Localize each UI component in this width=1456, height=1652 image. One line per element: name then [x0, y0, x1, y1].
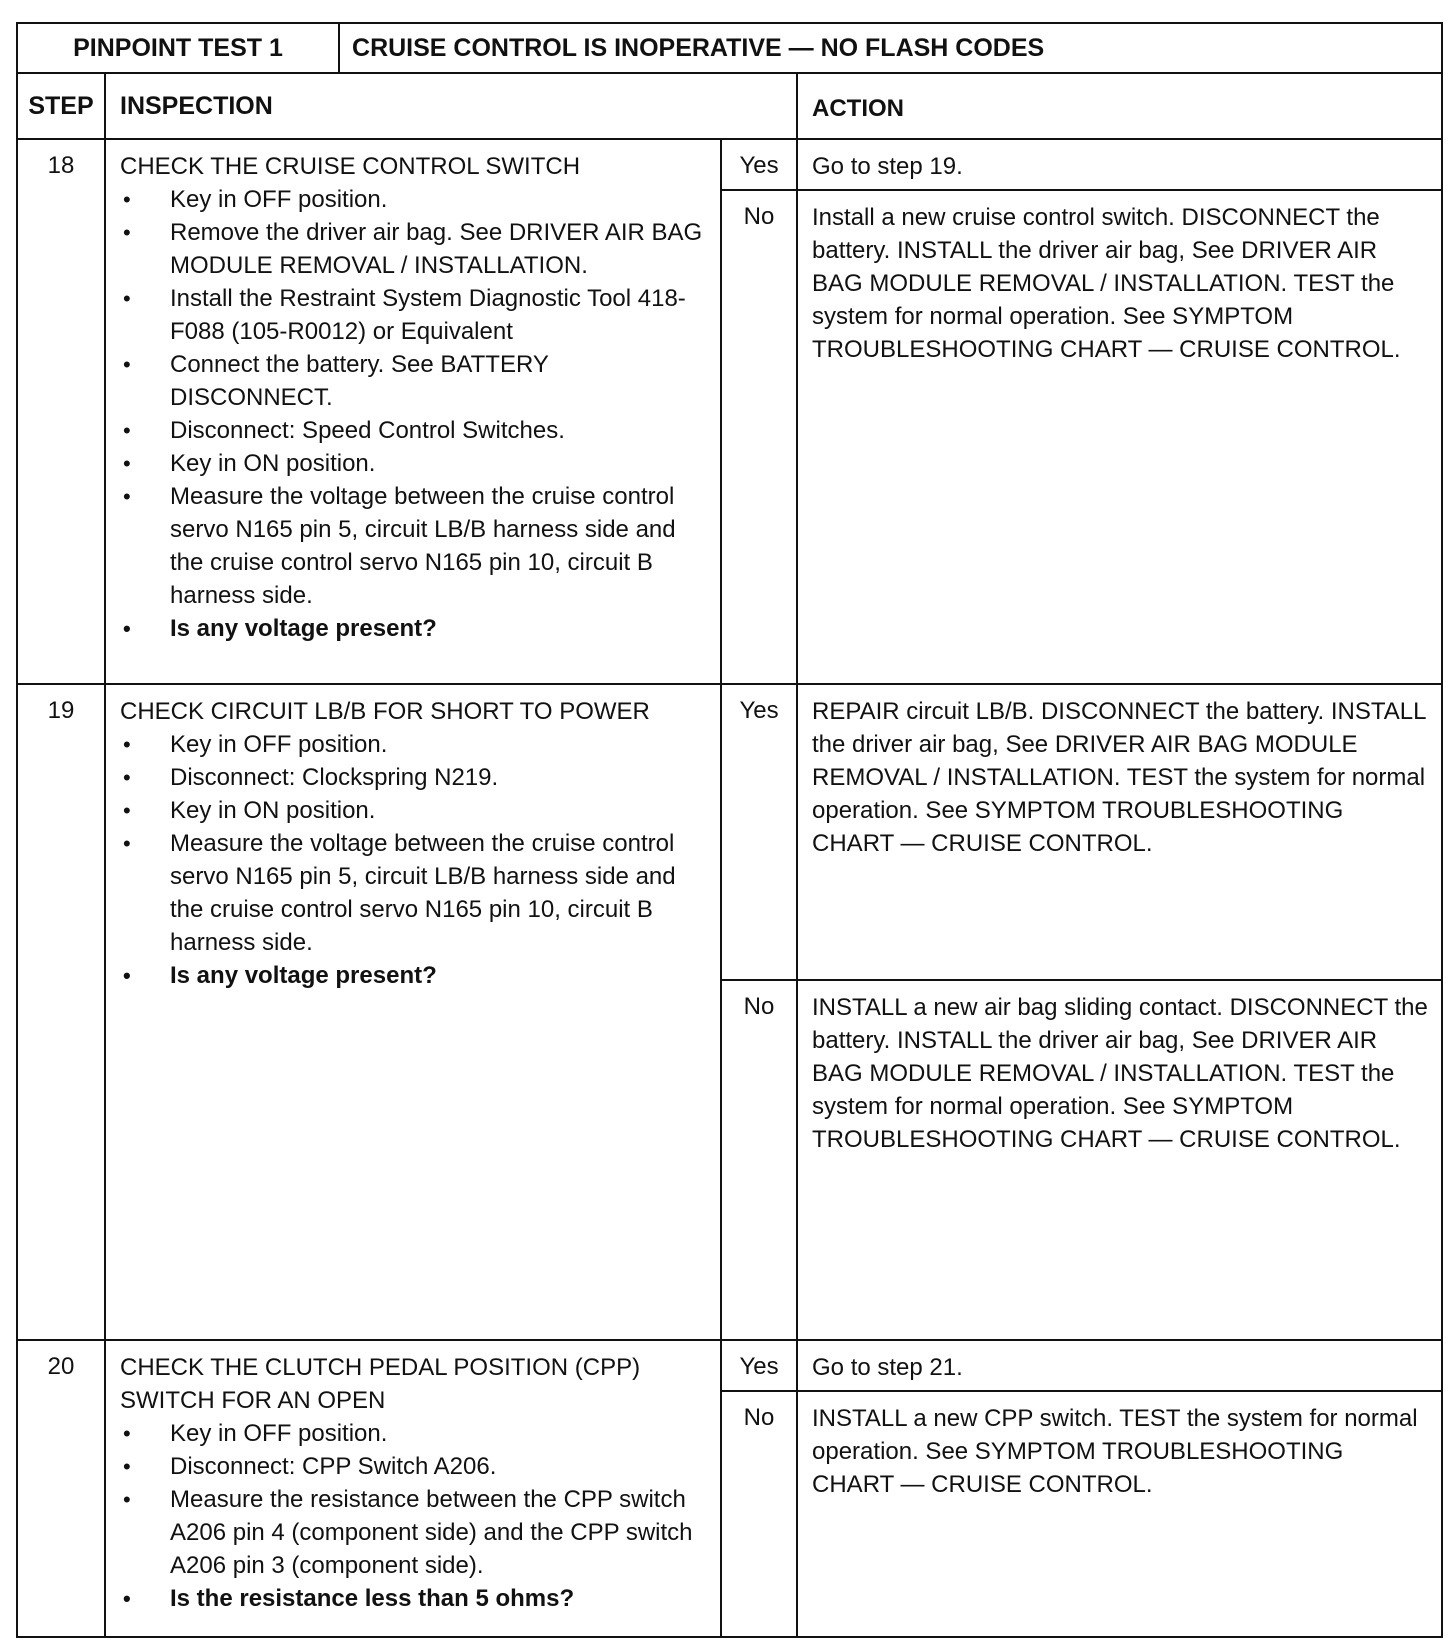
step-title: CHECK THE CLUTCH PEDAL POSITION (CPP) SWITCH FOR AN OPEN — [120, 1354, 641, 1414]
step-inspection — [105, 139, 721, 684]
column-inspection: INSPECTION — [105, 73, 797, 139]
step-title: CHECK CIRCUIT LB/B FOR SHORT TO POWER — [120, 698, 650, 725]
step-bullets — [120, 183, 708, 645]
yes-label: Yes — [721, 1340, 797, 1391]
bullet-item: • Key in ON position. — [120, 447, 708, 480]
no-action: Install a new cruise control switch. DISCONNECT the battery. INSTALL the driver air bag, See DRIVER AIR BAG MODULE REMOVAL / INSTALLATION. TEST the system for normal operation. See SYMPTOM TROUBLESHOOTING CHART — CRUISE CONTROL. — [797, 190, 1442, 684]
column-action: ACTION — [797, 73, 1442, 139]
yes-action: Go to step 19. — [797, 139, 1442, 190]
header-row — [17, 23, 1442, 73]
yes-action: REPAIR circuit LB/B. DISCONNECT the battery. INSTALL the driver air bag, See DRIVER AIR BAG MODULE REMOVAL / INSTALLATION. TEST the system for normal operation. See SYMPTOM TROUBLESHOOTING CHART — CRUISE CONTROL. — [797, 684, 1442, 980]
step-number: 20 — [17, 1340, 105, 1637]
bullet-item: • Install the Restraint System Diagnostic Tool 418-F088 (105-R0012) or Equivalent — [120, 282, 708, 348]
yes-label: Yes — [721, 684, 797, 980]
no-label: No — [721, 190, 797, 684]
step-question: • Is any voltage present? — [120, 612, 708, 645]
no-action: INSTALL a new CPP switch. TEST the system for normal operation. See SYMPTOM TROUBLESHOOTING CHART — CRUISE CONTROL. — [797, 1391, 1442, 1637]
column-header-row — [17, 73, 1442, 139]
step-18-yes-row — [17, 139, 1442, 190]
bullet-item: • Remove the driver air bag. See DRIVER AIR BAG MODULE REMOVAL / INSTALLATION. — [120, 216, 708, 282]
bullet-item: • Key in OFF position. — [120, 728, 708, 761]
step-number: 18 — [17, 139, 105, 684]
step-bullets — [120, 1417, 708, 1615]
no-label: No — [721, 1391, 797, 1637]
bullet-item: • Measure the resistance between the CPP switch A206 pin 4 (component side) and the CPP switch A206 pin 3 (component side). — [120, 1483, 708, 1582]
test-label: PINPOINT TEST 1 — [17, 23, 339, 73]
pinpoint-test-sheet — [16, 22, 1443, 1638]
step-question: • Is the resistance less than 5 ohms? — [120, 1582, 708, 1615]
test-title: CRUISE CONTROL IS INOPERATIVE — NO FLASH CODES — [339, 23, 1442, 73]
pinpoint-test-table — [16, 22, 1443, 1638]
bullet-item: • Key in ON position. — [120, 794, 708, 827]
step-20-yes-row — [17, 1340, 1442, 1391]
bullet-item: • Disconnect: CPP Switch A206. — [120, 1450, 708, 1483]
bullet-item: • Disconnect: Speed Control Switches. — [120, 414, 708, 447]
step-19-yes-row — [17, 684, 1442, 980]
yes-label: Yes — [721, 139, 797, 190]
bullet-item: • Measure the voltage between the cruise control servo N165 pin 5, circuit LB/B harness side and the cruise control servo N165 pin 10, circuit B harness side. — [120, 827, 708, 959]
step-title: CHECK THE CRUISE CONTROL SWITCH — [120, 153, 581, 180]
step-question: • Is any voltage present? — [120, 959, 708, 992]
step-inspection — [105, 684, 721, 1340]
no-action: INSTALL a new air bag sliding contact. DISCONNECT the battery. INSTALL the driver air bag, See DRIVER AIR BAG MODULE REMOVAL / INSTALLATION. TEST the system for normal operation. See SYMPTOM TROUBLESHOOTING CHART — CRUISE CONTROL. — [797, 980, 1442, 1340]
bullet-item: • Key in OFF position. — [120, 1417, 708, 1450]
step-inspection — [105, 1340, 721, 1637]
no-label: No — [721, 980, 797, 1340]
step-bullets — [120, 728, 708, 992]
bullet-item: • Key in OFF position. — [120, 183, 708, 216]
step-number: 19 — [17, 684, 105, 1340]
column-step: STEP — [17, 73, 105, 139]
yes-action: Go to step 21. — [797, 1340, 1442, 1391]
bullet-item: • Disconnect: Clockspring N219. — [120, 761, 708, 794]
bullet-item: • Connect the battery. See BATTERY DISCONNECT. — [120, 348, 708, 414]
bullet-item: • Measure the voltage between the cruise control servo N165 pin 5, circuit LB/B harness side and the cruise control servo N165 pin 10, circuit B harness side. — [120, 480, 708, 612]
